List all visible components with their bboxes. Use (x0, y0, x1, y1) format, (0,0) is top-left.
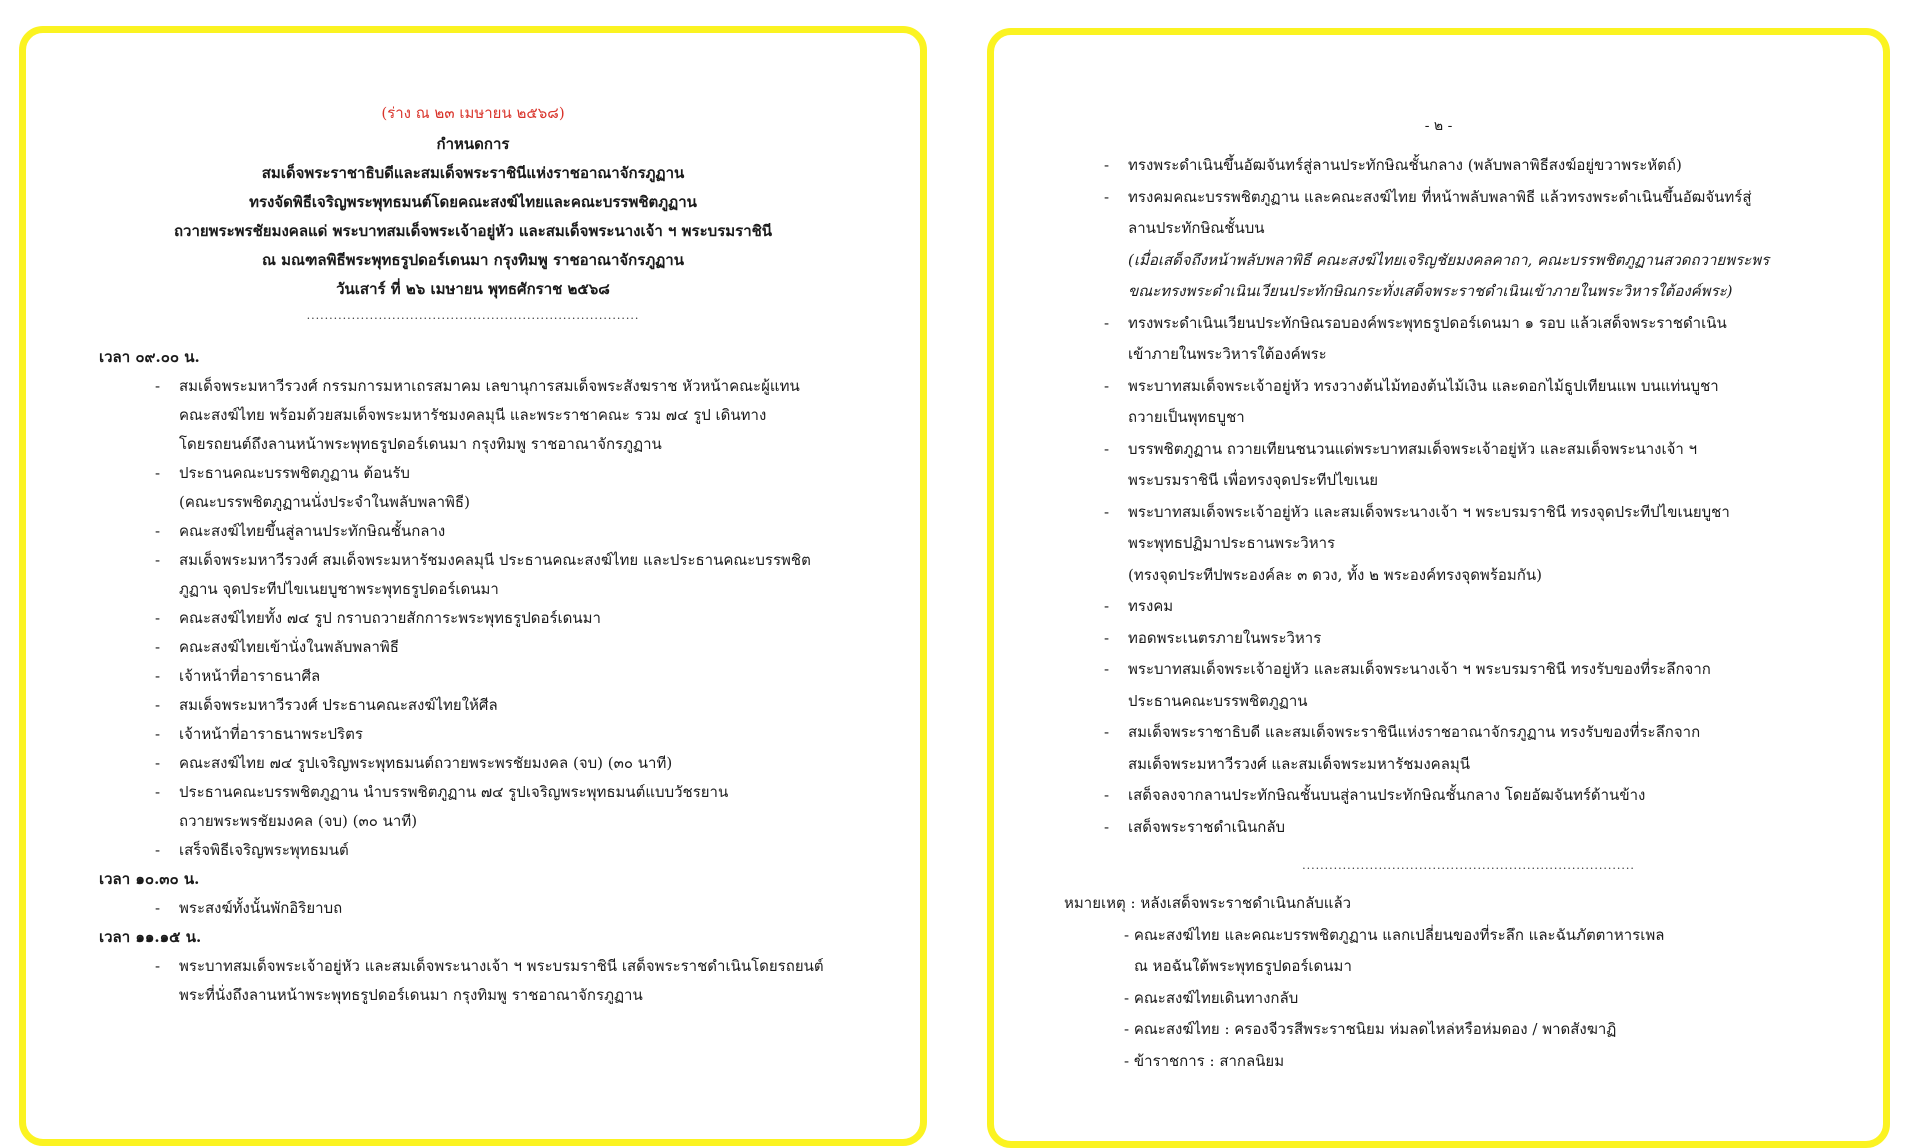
bullet-dash: - (155, 754, 161, 772)
schedule-item (99, 633, 899, 662)
item-text: เข้าภายในพระวิหารใต้องค์พระ (1128, 345, 1327, 363)
schedule-item (99, 952, 899, 1010)
item-text: คณะสงฆ์ไทยเข้านั่งในพลับพลาพิธี (179, 638, 399, 656)
bullet-dash: - (1104, 439, 1110, 458)
schedule-item (99, 894, 899, 923)
schedule-time: เวลา ๑๑.๑๕ น. (99, 928, 202, 946)
bullet-dash: - (155, 899, 161, 917)
schedule-item (1054, 717, 1844, 780)
item-note-italic: (เมื่อเสด็จถึงหน้าพลับพลาพิธี คณะสงฆ์ไทยเจริญชัยมงคลคาถา, คณะบรรพชิตภูฏานสวดถวายพระพร (1128, 250, 1770, 269)
item-text: เสด็จลงจากลานประทักษิณชั้นบนสู่ลานประทักษิณชั้นกลาง โดยอัฒจันทร์ด้านข้าง (1128, 786, 1646, 804)
item-text: ทรงคม (1128, 597, 1174, 615)
bullet-dash: - (1104, 156, 1110, 174)
schedule-content (1054, 150, 1844, 843)
schedule-item (99, 749, 899, 778)
item-text: สมเด็จพระมหาวีรวงศ์ ประธานคณะสงฆ์ไทยให้ศีล (179, 696, 498, 714)
bullet-dash: - (1104, 313, 1110, 332)
bullet-dash: - (1104, 502, 1110, 521)
item-text: ภูฏาน จุดประทีปไขเนยบูชาพระพุทธรูปดอร์เดนมา (179, 580, 499, 598)
item-text: เจ้าหน้าที่อาราธนาพระปริตร (179, 725, 363, 743)
item-note-italic: ขณะทรงพระดำเนินเวียนประทักษิณกระทั่งเสด็จพระราชดำเนินเข้าภายในพระวิหารใต้องค์พระ) (1128, 282, 1733, 300)
bullet-dash: - (155, 464, 161, 482)
bullet-dash: - (155, 725, 161, 743)
schedule-item (1054, 654, 1844, 717)
item-text: สมเด็จพระมหาวีรวงศ์ กรรมการมหาเถรสมาคม เลขานุการสมเด็จพระสังฆราช หัวหน้าคณะผู้แทน (179, 377, 800, 395)
item-text: สมเด็จพระราชาธิบดี และสมเด็จพระราชินีแห่งราชอาณาจักรภูฏาน ทรงรับของที่ระลึกจาก (1128, 723, 1701, 741)
item-text: พระบาทสมเด็จพระเจ้าอยู่หัว และสมเด็จพระนางเจ้า ฯ พระบรมราชินี เสด็จพระราชดำเนินโดยรถยนต์ (179, 957, 824, 975)
item-text: พระสงฆ์ทั้งนั้นพักอิริยาบถ (179, 899, 343, 917)
bullet-dash: - (1104, 376, 1110, 395)
schedule-item (99, 604, 899, 633)
item-text: ประธานคณะบรรพชิตภูฏาน ต้อนรับ (179, 464, 410, 482)
item-text: พระพุทธปฏิมาประธานพระวิหาร (1128, 534, 1336, 552)
item-text: พระบาทสมเด็จพระเจ้าอยู่หัว ทรงวางต้นไม้ทองต้นไม้เงิน และดอกไม้ธูปเทียนแพ บนแท่นบูชา (1128, 376, 1719, 395)
item-text: บรรพชิตภูฏาน ถวายเทียนชนวนแด่พระบาทสมเด็จพระเจ้าอยู่หัว และสมเด็จพระนางเจ้า ฯ (1128, 439, 1698, 458)
item-text: สมเด็จพระมหาวีรวงศ์ และสมเด็จพระมหารัชมงคลมุนี (1128, 754, 1471, 773)
item-text: โดยรถยนต์ถึงลานหน้าพระพุทธรูปดอร์เดนมา กรุงทิมพู ราชอาณาจักรภูฏาน (179, 435, 662, 453)
bullet-dash: - (1104, 723, 1110, 741)
schedule-item (1054, 780, 1844, 812)
title-block (26, 130, 920, 304)
title-line: ถวายพระพรชัยมงคลแด่ พระบาทสมเด็จพระเจ้าอยู่หัว และสมเด็จพระนางเจ้า ฯ พระบรมราชินี (173, 222, 773, 240)
remarks-item: - คณะสงฆ์ไทย และคณะบรรพชิตภูฏาน แลกเปลี่ยนของที่ระลึก และฉันภัตตาหารเพล (1124, 925, 1665, 944)
bullet-dash: - (155, 522, 161, 540)
item-text: ลานประทักษิณชั้นบน (1128, 219, 1265, 237)
bullet-dash: - (1104, 817, 1110, 836)
remarks-item-cont: ณ หอฉันใต้พระพุทธรูปดอร์เดนมา (1134, 957, 1352, 975)
document-page-1 (19, 26, 927, 1146)
schedule-item (1054, 497, 1844, 592)
item-text: ทรงคมคณะบรรพชิตภูฏาน และคณะสงฆ์ไทย ที่หน้าพลับพลาพิธี แล้วทรงพระดำเนินขึ้นอัฒจันทร์สู่ (1128, 187, 1752, 206)
item-text: สมเด็จพระมหาวีรวงศ์ สมเด็จพระมหารัชมงคลมุนี ประธานคณะสงฆ์ไทย และประธานคณะบรรพชิต (179, 551, 811, 569)
bullet-dash: - (155, 841, 161, 859)
item-text: พระบาทสมเด็จพระเจ้าอยู่หัว และสมเด็จพระนางเจ้า ฯ พระบรมราชินี ทรงจุดประทีปไขเนยบูชา (1128, 502, 1730, 521)
schedule-item (99, 691, 899, 720)
schedule-item (99, 778, 899, 836)
bullet-dash: - (155, 696, 161, 714)
bullet-dash: - (1104, 597, 1110, 615)
schedule-item (1054, 591, 1844, 623)
title-line: กำหนดการ (436, 135, 510, 153)
schedule-content (99, 343, 899, 1010)
item-text: ประธานคณะบรรพชิตภูฏาน นำบรรพชิตภูฏาน ๗๔ รูปเจริญพระพุทธมนต์แบบวัชรยาน (179, 783, 729, 801)
schedule-item (1054, 371, 1844, 434)
schedule-item (1054, 308, 1844, 371)
item-text: คณะสงฆ์ไทย พร้อมด้วยสมเด็จพระมหารัชมงคลมุนี และพระราชาคณะ รวม ๗๔ รูป เดินทาง (179, 406, 767, 424)
bullet-dash: - (155, 377, 161, 395)
bullet-dash: - (1104, 660, 1110, 678)
schedule-item (99, 836, 899, 865)
title-line: วันเสาร์ ที่ ๒๖ เมษายน พุทธศักราช ๒๕๖๘ (336, 280, 610, 298)
item-text: พระบรมราชินี เพื่อทรงจุดประทีปไขเนย (1128, 471, 1378, 489)
item-text: (ทรงจุดประทีปพระองค์ละ ๓ ดวง, ทั้ง ๒ พระองค์ทรงจุดพร้อมกัน) (1128, 565, 1542, 584)
schedule-item (99, 517, 899, 546)
bullet-dash: - (155, 551, 161, 569)
item-text: (คณะบรรพชิตภูฏานนั่งประจำในพลับพลาพิธี) (179, 493, 470, 511)
bullet-dash: - (155, 783, 161, 801)
title-line: สมเด็จพระราชาธิบดีและสมเด็จพระราชินีแห่งราชอาณาจักรภูฏาน (261, 164, 685, 182)
bullet-dash: - (155, 638, 161, 656)
remarks-item: - ข้าราชการ : สากลนิยม (1124, 1051, 1285, 1070)
schedule-item (99, 459, 899, 517)
divider-dots: .......................................................................... (1302, 859, 1635, 872)
bullet-dash: - (1104, 187, 1110, 206)
bullet-dash: - (155, 667, 161, 685)
remarks-item: - คณะสงฆ์ไทยเดินทางกลับ (1124, 988, 1299, 1007)
page-number: - ๒ - (1424, 118, 1453, 134)
document-page-2 (987, 28, 1890, 1148)
schedule-item (1054, 434, 1844, 497)
item-text: พระที่นั่งถึงลานหน้าพระพุทธรูปดอร์เดนมา กรุงทิมพู ราชอาณาจักรภูฏาน (179, 986, 643, 1004)
schedule-item (99, 546, 899, 604)
schedule-item (1054, 812, 1844, 844)
schedule-item (1054, 623, 1844, 655)
schedule-time: เวลา ๐๙.๐๐ น. (99, 348, 200, 366)
item-text: เสด็จพระราชดำเนินกลับ (1128, 817, 1286, 836)
item-text: เสร็จพิธีเจริญพระพุทธมนต์ (179, 841, 349, 859)
item-text: เจ้าหน้าที่อาราธนาศีล (179, 667, 321, 685)
item-text: ประธานคณะบรรพชิตภูฏาน (1128, 691, 1308, 710)
remarks-item: - คณะสงฆ์ไทย : ครองจีวรสีพระราชนิยม ห่มลดไหล่หรือห่มดอง / พาดสังฆาฏิ (1124, 1020, 1617, 1038)
draft-note: (ร่าง ณ ๒๓ เมษายน ๒๕๖๘) (381, 104, 565, 122)
schedule-item (1054, 150, 1844, 182)
item-text: คณะสงฆ์ไทย ๗๔ รูปเจริญพระพุทธมนต์ถวายพระพรชัยมงคล (จบ) (๓๐ นาที) (179, 754, 673, 772)
schedule-item (99, 720, 899, 749)
bullet-dash: - (155, 957, 161, 975)
bullet-dash: - (155, 609, 161, 627)
item-text: พระบาทสมเด็จพระเจ้าอยู่หัว และสมเด็จพระนางเจ้า ฯ พระบรมราชินี ทรงรับของที่ระลึกจาก (1128, 660, 1711, 678)
schedule-item (99, 372, 899, 459)
remarks-section (1064, 888, 1864, 1077)
bullet-dash: - (1104, 628, 1110, 647)
item-text: ทอดพระเนตรภายในพระวิหาร (1128, 628, 1322, 647)
item-text: คณะสงฆ์ไทยทั้ง ๗๔ รูป กราบถวายสักการะพระพุทธรูปดอร์เดนมา (179, 609, 601, 627)
title-line: ทรงจัดพิธีเจริญพระพุทธมนต์โดยคณะสงฆ์ไทยและคณะบรรพชิตภูฏาน (249, 193, 697, 211)
bullet-dash: - (1104, 786, 1110, 804)
item-text: ถวายพระพรชัยมงคล (จบ) (๓๐ นาที) (179, 812, 418, 830)
remarks-title: หมายเหตุ : หลังเสด็จพระราชดำเนินกลับแล้ว (1064, 894, 1352, 912)
item-text: ถวายเป็นพุทธบูชา (1128, 408, 1245, 426)
schedule-time: เวลา ๑๐.๓๐ น. (99, 870, 200, 888)
title-line: ณ มณฑลพิธีพระพุทธรูปดอร์เดนมา กรุงทิมพู ราชอาณาจักรภูฏาน (262, 251, 684, 269)
item-text: คณะสงฆ์ไทยขึ้นสู่ลานประทักษิณชั้นกลาง (179, 522, 446, 540)
divider-dots: .......................................................................... (306, 309, 640, 322)
schedule-item (99, 662, 899, 691)
item-text: ทรงพระดำเนินขึ้นอัฒจันทร์สู่ลานประทักษิณชั้นกลาง (พลับพลาพิธีสงฆ์อยู่ขวาพระหัตถ์) (1128, 156, 1682, 174)
schedule-item (1054, 182, 1844, 308)
item-text: ทรงพระดำเนินเวียนประทักษิณรอบองค์พระพุทธรูปดอร์เดนมา ๑ รอบ แล้วเสด็จพระราชดำเนิน (1128, 313, 1727, 332)
